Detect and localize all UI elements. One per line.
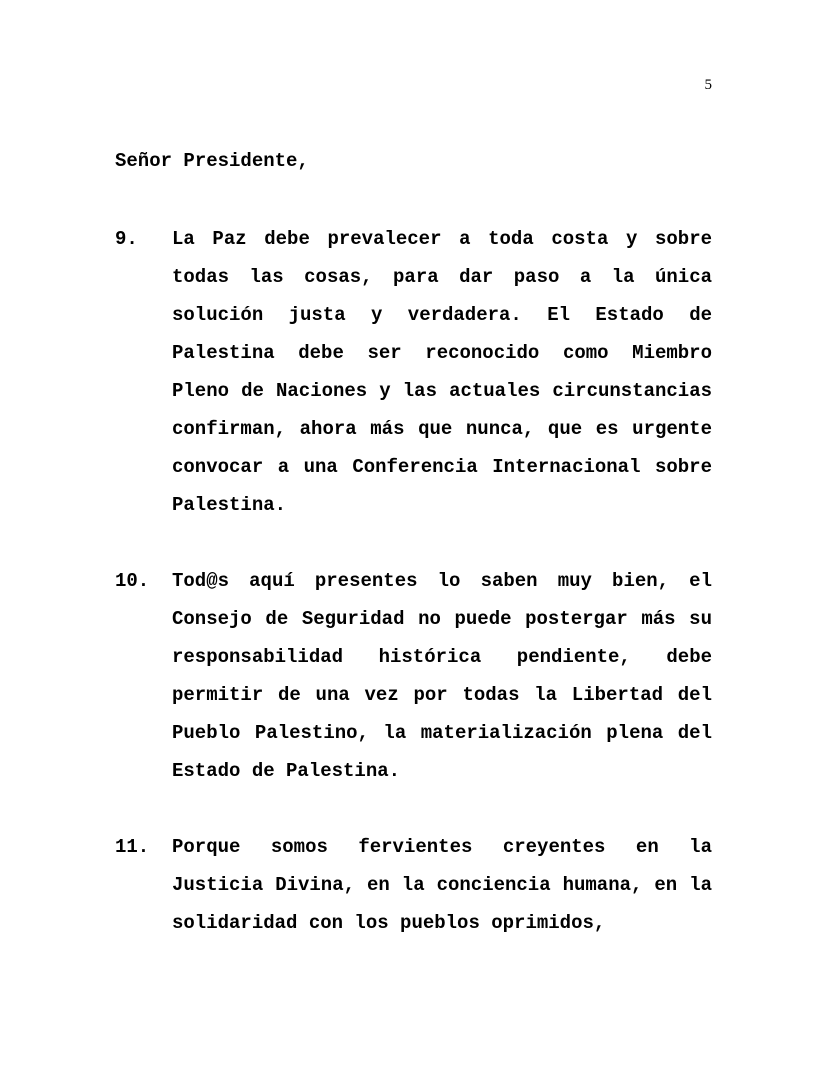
paragraph: [115, 562, 712, 790]
paragraph-number: 9.: [115, 228, 138, 250]
paragraph-number: 10.: [115, 570, 150, 592]
paragraph: [115, 828, 712, 942]
salutation: Señor Presidente,: [115, 150, 309, 172]
page-number: 5: [704, 77, 712, 93]
paragraph-text: Tod@s aquí presentes lo saben muy bien, el Consejo de Seguridad no puede postergar más su responsabilidad histórica pendiente, debe permitir de una vez por todas la Libertad del Pueblo Palestino, la materialización plena del Estado de Palestina.: [172, 570, 712, 782]
paragraph-number: 11.: [115, 836, 150, 858]
document-content: [115, 142, 712, 942]
paragraph: [115, 220, 712, 524]
paragraph-text: Porque somos fervientes creyentes en la Justicia Divina, en la conciencia humana, en la solidaridad con los pueblos oprimidos,: [172, 836, 712, 934]
paragraph-text: La Paz debe prevalecer a toda costa y sobre todas las cosas, para dar paso a la única solución justa y verdadera. El Estado de Palestina debe ser reconocido como Miembro Pleno de Naciones y las actuales circunstancias confirman, ahora más que nunca, que es urgente convocar a una Conferencia Internacional sobre Palestina.: [172, 228, 712, 516]
